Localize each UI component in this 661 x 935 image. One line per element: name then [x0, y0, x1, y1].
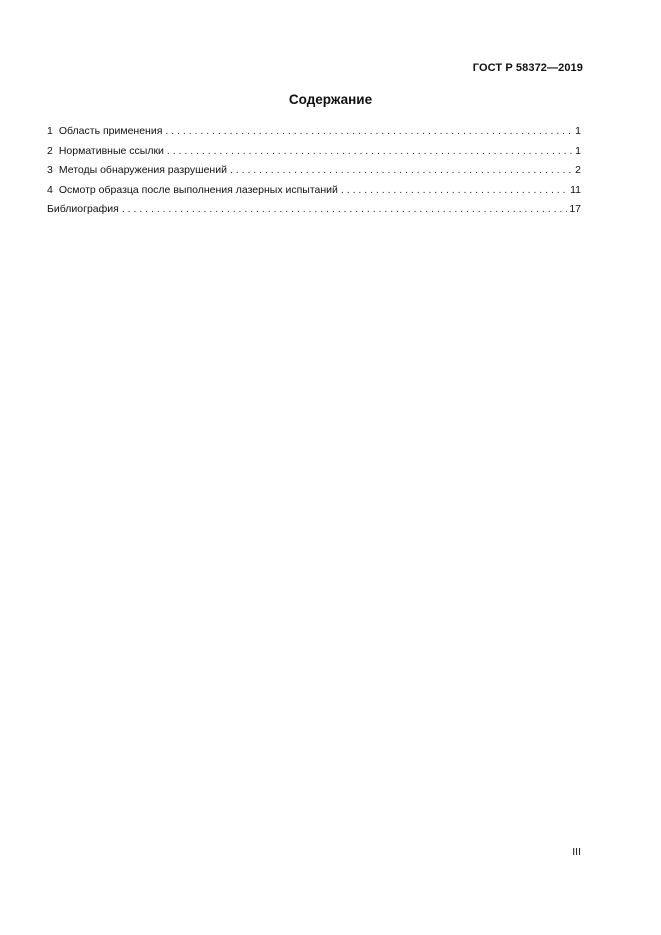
toc-entry-normative-references[interactable] [47, 142, 581, 162]
toc-entry-number: 2 [47, 144, 53, 157]
toc-entry-bibliography[interactable] [47, 200, 581, 220]
dot-leader [341, 181, 568, 201]
toc-entry-number: 3 [47, 164, 53, 176]
page-title: Содержание [288, 92, 373, 107]
toc-entry-label: Библиография [47, 203, 119, 215]
toc-entry-damage-detection-methods[interactable] [47, 161, 581, 181]
table-of-contents [47, 122, 581, 220]
toc-entry-label: Осмотр образца после выполнения лазерных испытаний [58, 183, 338, 196]
toc-entry-number: 4 [47, 183, 53, 196]
dot-leader [165, 122, 573, 142]
page-number: III [572, 846, 581, 858]
toc-entry-page: 17 [569, 203, 581, 215]
toc-entry-label: Методы обнаружения разрушений [58, 164, 227, 176]
toc-entry-label: Нормативные ссылки [58, 144, 164, 157]
toc-entry-scope[interactable] [47, 122, 581, 142]
toc-entry-number: 1 [47, 125, 53, 137]
dot-leader [122, 200, 567, 220]
toc-entry-label: Область применения [58, 125, 163, 137]
dot-leader [230, 161, 573, 181]
toc-entry-sample-inspection[interactable] [47, 181, 581, 201]
toc-entry-page: 1 [575, 125, 581, 137]
toc-entry-page: 11 [570, 183, 581, 196]
toc-entry-page: 2 [575, 164, 581, 176]
toc-entry-page: 1 [575, 144, 581, 157]
dot-leader [167, 142, 573, 162]
document-code: ГОСТ Р 58372—2019 [472, 62, 583, 74]
